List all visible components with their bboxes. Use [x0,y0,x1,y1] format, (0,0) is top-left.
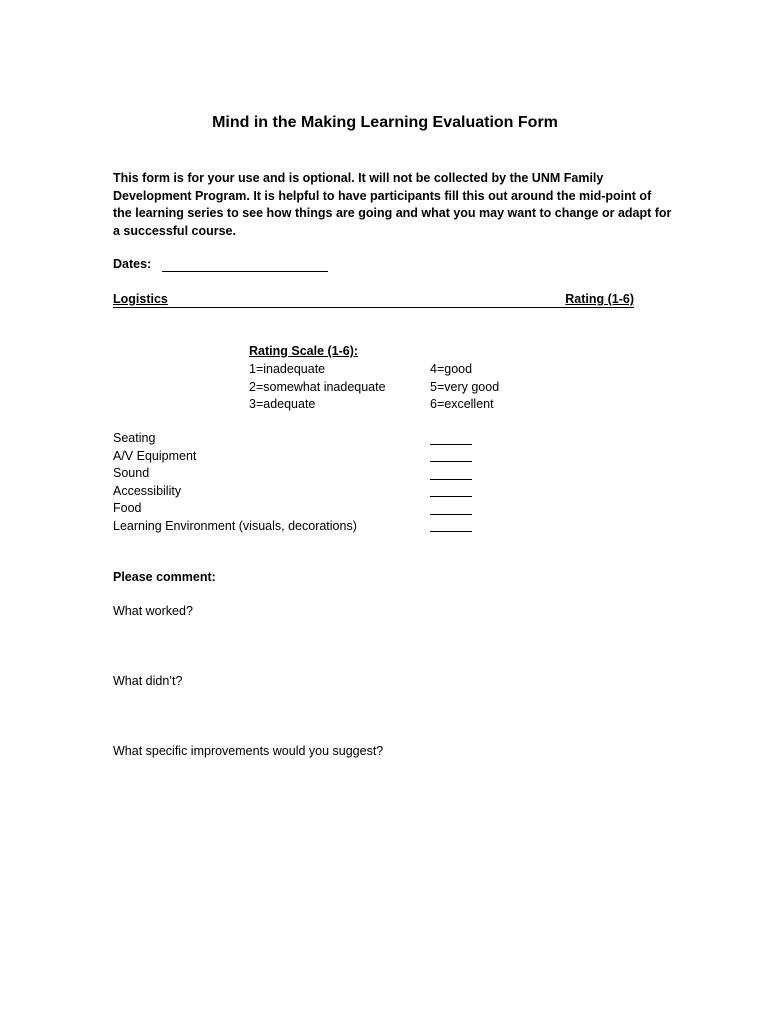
rating-scale-entry: 4=good [430,362,473,376]
intro-paragraph [113,170,672,240]
logistics-item: Learning Environment (visuals, decorations) [113,518,357,533]
intro-line: the learning series to see how things are going and what you may want to change or adapt for [113,206,672,220]
logistics-item: Food [113,501,142,515]
logistics-item: A/V Equipment [113,448,197,463]
intro-line: This form is for your use and is optional. It will not be collected by the UNM Family [113,171,604,185]
rating-scale-entry: 1=inadequate [249,362,326,376]
logistics-item: Seating [113,431,156,445]
logistics-item: Accessibility [113,483,182,498]
form-title: Mind in the Making Learning Evaluation Form [212,114,558,131]
logistics-header-row [113,292,634,308]
rating-scale-entry: 2=somewhat inadequate [249,379,386,394]
rating-scale-right-column [430,361,499,414]
question-what-didnt: What didn’t? [113,674,183,688]
rating-scale-left-column [249,361,386,414]
rating-scale-entry: 6=excellent [430,397,494,411]
logistics-items-list [113,430,357,535]
rating-scale-heading: Rating Scale (1-6): [249,344,359,358]
rating-scale-entry: 3=adequate [249,397,316,411]
logistics-label: Logistics [113,292,168,306]
comments-heading: Please comment: [113,570,216,584]
logistics-item: Sound [113,466,150,480]
question-what-worked: What worked? [113,604,193,618]
dates-label: Dates: [113,257,152,271]
intro-line: a successful course. [113,223,236,238]
rating-column-label: Rating (1-6) [565,292,634,306]
dates-blank-line[interactable] [162,271,328,272]
intro-line: Development Program. It is helpful to have participants fill this out around the mid-point of [113,188,652,203]
question-improvements: What specific improvements would you suggest? [113,744,384,758]
rating-scale-entry: 5=very good [430,379,500,394]
